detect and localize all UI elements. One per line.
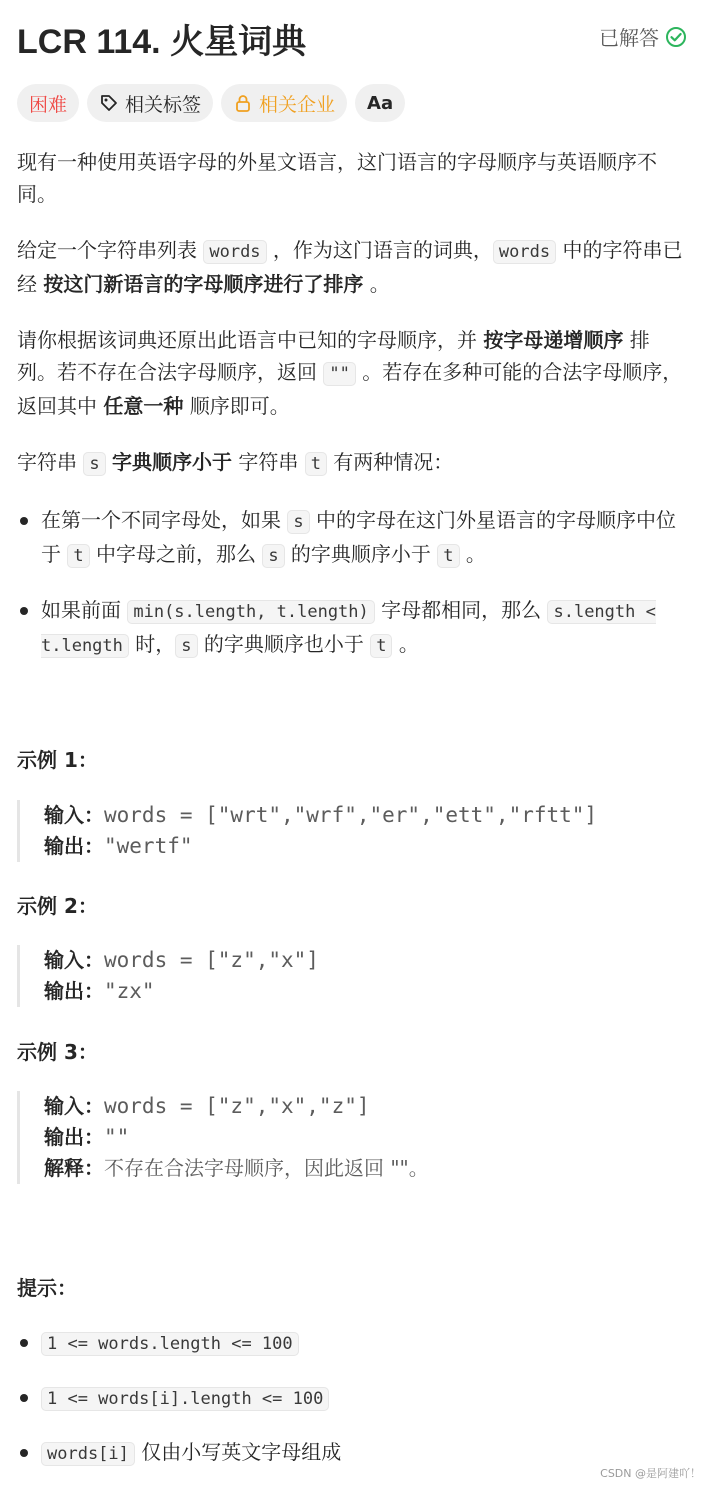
example-2-title: 示例 2： [17, 894, 98, 918]
example-3-block [17, 1091, 677, 1184]
inline-code: "" [323, 362, 355, 386]
list-item [17, 594, 689, 662]
inline-code: words [203, 240, 266, 264]
example-input: words = ["wrt","wrf","er","ett","rftt"] [104, 803, 598, 827]
bold-text: 字典顺序小于 [111, 450, 232, 474]
example-output: "" [104, 1125, 130, 1149]
output-label: 输出： [44, 1125, 104, 1149]
inline-code: 1 <= words[i].length <= 100 [41, 1387, 329, 1411]
example-output-line [44, 976, 677, 1007]
input-label: 输入： [44, 1094, 104, 1118]
text-span: 中的字符串已经 [17, 238, 683, 296]
list-item [17, 1436, 689, 1470]
list-item [17, 1381, 689, 1415]
solved-status [599, 22, 687, 51]
related-tags-button[interactable] [87, 84, 213, 122]
example-input-line [44, 800, 677, 831]
translate-icon: Aa [367, 92, 394, 114]
text-span: 中的字母在这门外星语言的字母顺序中位于 [41, 508, 676, 566]
example-output: "zx" [104, 979, 155, 1003]
text-span: 有两种情况： [326, 450, 454, 474]
example-explain: 不存在合法字母顺序，因此返回 ""。 [104, 1156, 429, 1180]
example-output: "wertf" [104, 834, 193, 858]
output-label: 输出： [44, 979, 104, 1003]
watermark: CSDN @是阿建吖！ [600, 1467, 701, 1480]
problem-description [17, 146, 689, 684]
description-paragraph-3 [17, 324, 689, 422]
inline-code: t [437, 544, 459, 568]
check-circle-icon [665, 26, 687, 48]
difficulty-badge[interactable]: 困难 [17, 84, 79, 122]
translate-button[interactable] [355, 84, 405, 122]
description-paragraph-2 [17, 234, 689, 300]
inline-code: t [67, 544, 89, 568]
inline-code: s.length < t.length [41, 602, 656, 656]
text-span: 给定一个字符串列表 [17, 238, 204, 262]
lock-icon [233, 93, 253, 113]
example-output-line [44, 831, 677, 862]
example-explain-line [44, 1153, 677, 1184]
list-item [17, 1326, 689, 1360]
text-span: 字符串 [17, 450, 84, 474]
input-label: 输入： [44, 803, 104, 827]
inline-code: s [175, 634, 197, 658]
text-span: 排列。若不存在合法字母顺序，返回 [17, 328, 650, 384]
inline-code: min(s.length, t.length) [127, 600, 374, 624]
text-span: 在第一个不同字母处，如果 [41, 508, 288, 532]
text-span: 时， [128, 632, 176, 656]
inline-code: s [262, 544, 284, 568]
text-span: 字符串 [231, 450, 305, 474]
text-span: 中字母之前，那么 [89, 542, 263, 566]
bold-text: 任意一种 [103, 394, 184, 418]
description-paragraph-1: 现有一种使用英语字母的外星文语言，这门语言的字母顺序与英语顺序不同。 [17, 150, 657, 206]
comparison-rules-list [17, 504, 689, 662]
inline-code: words [493, 240, 556, 264]
example-input-line [44, 1091, 677, 1122]
explain-label: 解释： [44, 1156, 104, 1180]
problem-title: LCR 114. 火星词典 [17, 23, 307, 61]
text-span: 。 [363, 272, 390, 296]
example-output-line [44, 1122, 677, 1153]
inline-code: t [305, 452, 327, 476]
example-input: words = ["z","x","z"] [104, 1094, 370, 1118]
inline-code: words[i] [41, 1442, 135, 1466]
text-span: 如果前面 [41, 598, 128, 622]
example-1-block [17, 800, 677, 862]
inline-code: s [83, 452, 105, 476]
bold-text: 按这门新语言的字母顺序进行了排序 [43, 272, 364, 296]
description-paragraph-4 [17, 446, 689, 480]
tag-icon [99, 93, 119, 113]
hints-title: 提示： [17, 1276, 77, 1300]
related-companies-label: 相关企业 [259, 93, 336, 116]
hints-list [17, 1326, 689, 1491]
input-label: 输入： [44, 948, 104, 972]
inline-code: 1 <= words.length <= 100 [41, 1332, 299, 1356]
example-1-title: 示例 1： [17, 748, 98, 772]
solved-label: 已解答 [599, 26, 659, 50]
example-2-block [17, 945, 677, 1007]
text-span: 。 [459, 542, 486, 566]
inline-code: t [370, 634, 392, 658]
text-span: ，作为这门语言的词典， [266, 238, 493, 262]
example-input-line [44, 945, 677, 976]
text-span: 顺序即可。 [183, 394, 290, 418]
tag-bar [17, 84, 405, 122]
bold-text: 按字母递增顺序 [483, 328, 624, 352]
text-span: 。若存在多种可能的合法字母顺序，返回其中 [17, 360, 683, 418]
text-span: 的字典顺序也小于 [197, 632, 371, 656]
text-span: 字母都相同，那么 [374, 598, 548, 622]
example-3-title: 示例 3： [17, 1040, 98, 1064]
output-label: 输出： [44, 834, 104, 858]
related-tags-label: 相关标签 [125, 93, 202, 116]
example-input: words = ["z","x"] [104, 948, 319, 972]
inline-code: s [287, 510, 309, 534]
related-companies-button[interactable] [221, 84, 347, 122]
list-item [17, 504, 689, 572]
text-span: 的字典顺序小于 [284, 542, 438, 566]
hint-text: 仅由小写英文字母组成 [134, 1440, 342, 1464]
text-span: 请你根据该词典还原出此语言中已知的字母顺序，并 [17, 328, 484, 352]
text-span: 。 [392, 632, 419, 656]
